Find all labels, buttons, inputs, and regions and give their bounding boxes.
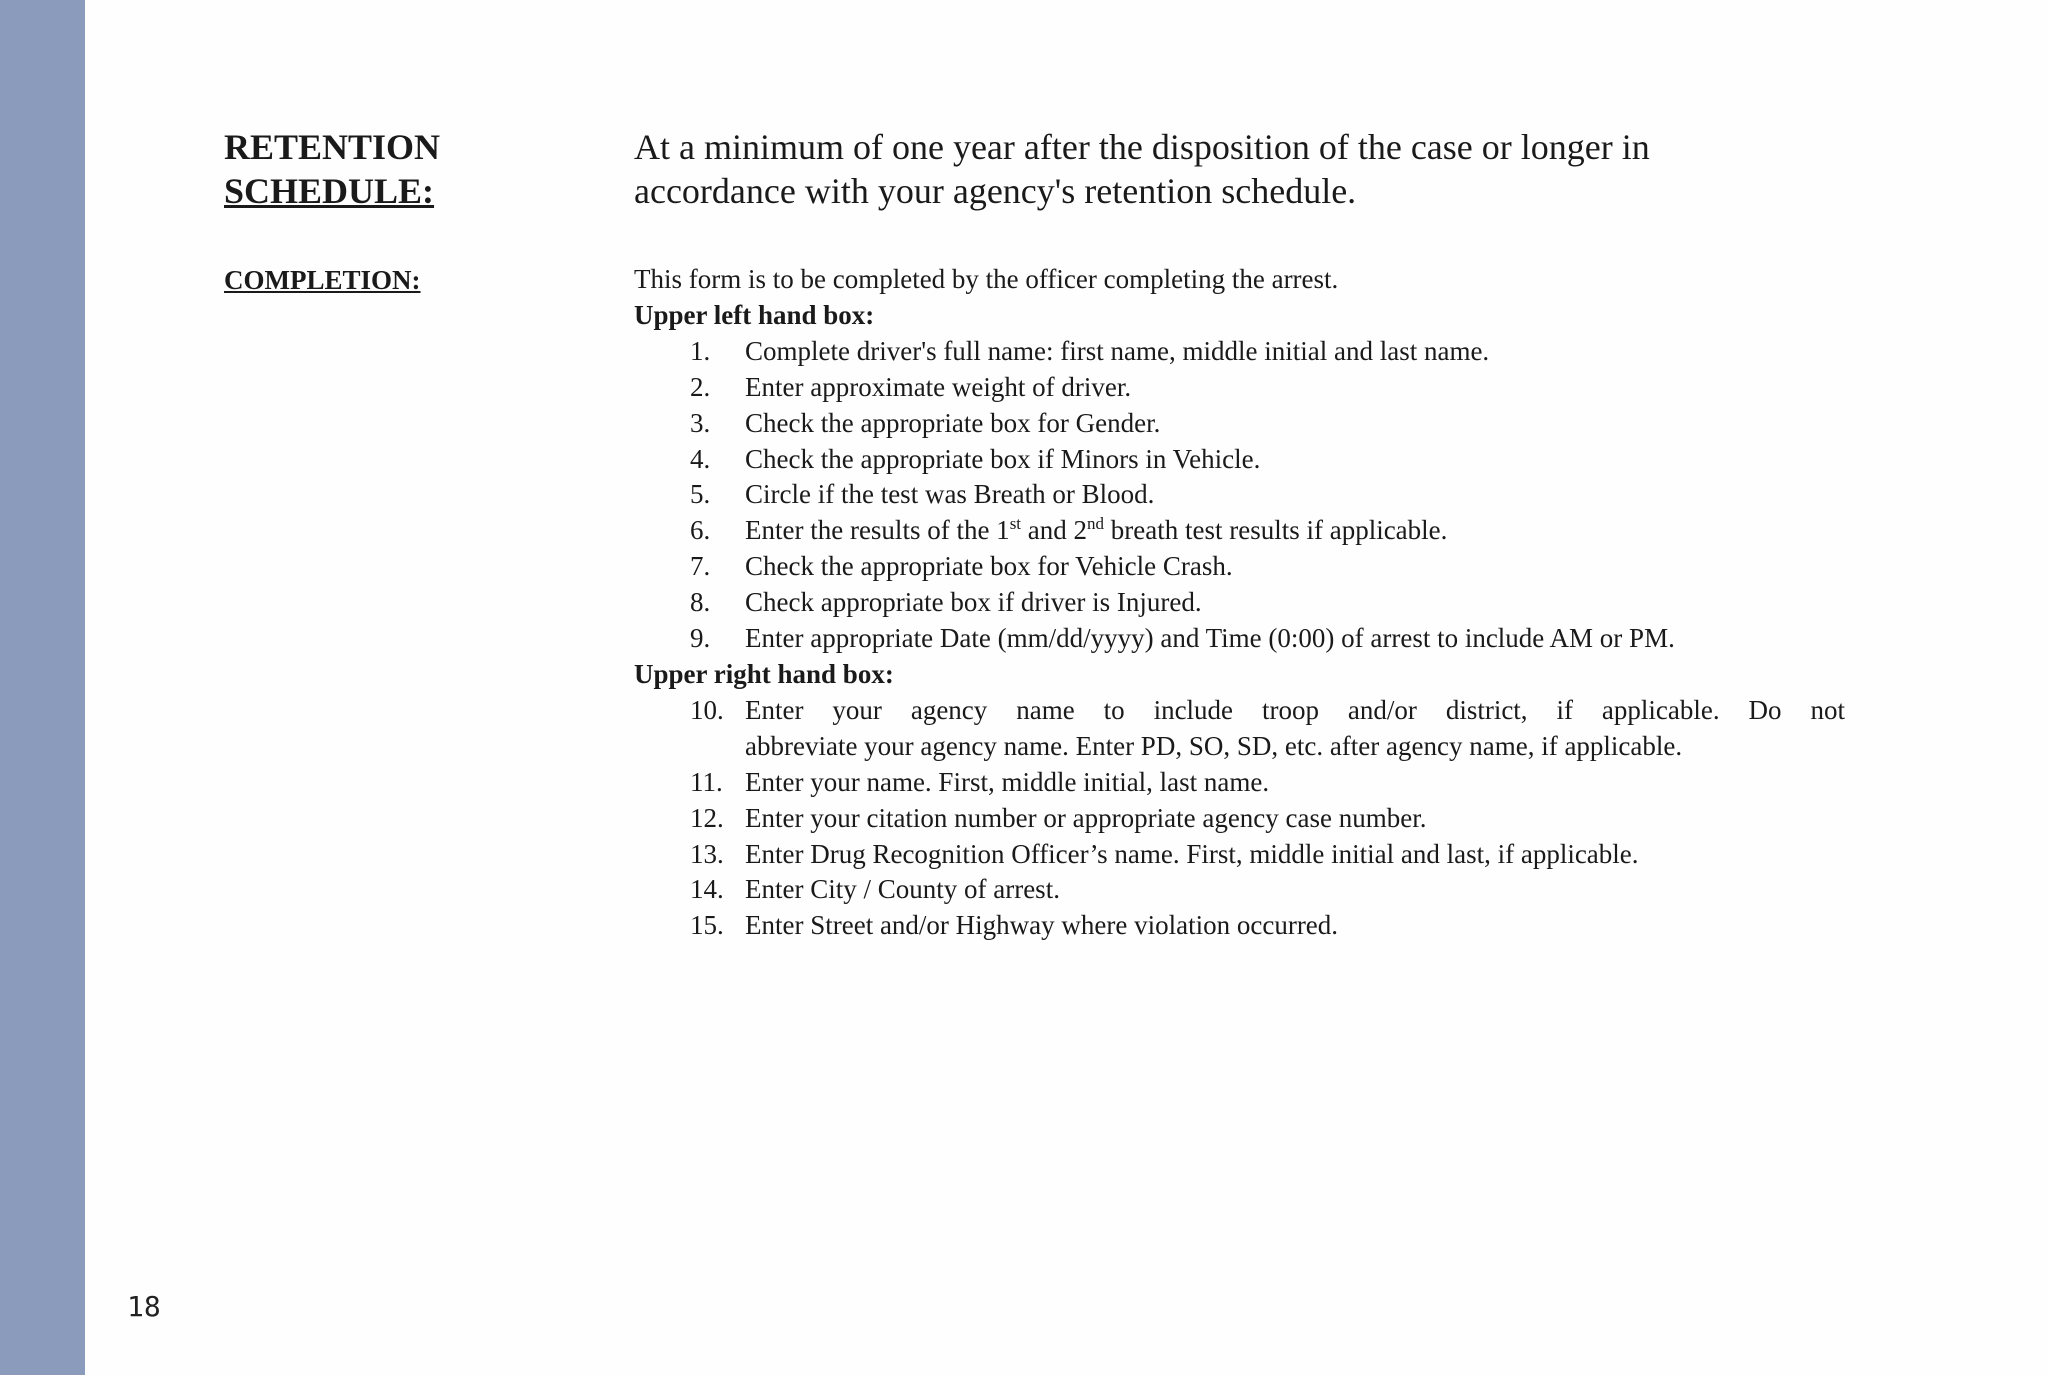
- completion-intro: This form is to be completed by the officer completing the arrest.: [634, 264, 1339, 294]
- item-text: Enter your name. First, middle initial, last name.: [745, 766, 1270, 797]
- list-item: [634, 406, 1849, 442]
- item-number: 14.: [690, 874, 724, 905]
- side-band: [0, 0, 85, 1375]
- item-number: 15.: [690, 910, 724, 941]
- item-text-part-b: and 2: [1021, 515, 1088, 546]
- item-text-part-a: Enter the results of the 1: [745, 515, 1010, 546]
- item-number: 1.: [690, 335, 711, 366]
- item-text-line2: abbreviate your agency name. Enter PD, SO, SD, etc. after agency name, if applicable.: [745, 730, 1683, 761]
- list-item: [634, 908, 1849, 944]
- item-text: Enter your citation number or appropriate agency case number.: [745, 802, 1427, 833]
- item-number: 12.: [690, 802, 724, 833]
- list-item: [634, 837, 1849, 873]
- upper-right-heading: Upper right hand box:: [634, 658, 894, 689]
- item-text: Circle if the test was Breath or Blood.: [745, 479, 1155, 510]
- item-number: 6.: [690, 515, 711, 546]
- item-number: 11.: [690, 766, 723, 797]
- item-text: Check the appropriate box for Gender.: [745, 407, 1161, 438]
- page-number: 18: [127, 1290, 161, 1323]
- item-number: 9.: [690, 623, 711, 654]
- item-text: [745, 513, 1447, 549]
- completion-body: [634, 262, 1849, 944]
- list-item: [634, 585, 1849, 621]
- superscript-nd: nd: [1087, 514, 1105, 534]
- retention-label-line1: RETENTION: [224, 127, 441, 167]
- superscript-st: st: [1009, 514, 1022, 534]
- list-item: [634, 334, 1849, 370]
- list-item: [634, 693, 1849, 765]
- list-item: [634, 801, 1849, 837]
- item-number: 3.: [690, 407, 711, 438]
- retention-label: [224, 125, 440, 213]
- item-text: Enter appropriate Date (mm/dd/yyyy) and Time (0:00) of arrest to include AM or PM.: [745, 623, 1675, 654]
- upper-left-heading: Upper left hand box:: [634, 299, 875, 330]
- list-item: [634, 621, 1849, 657]
- item-text: Enter City / County of arrest.: [745, 874, 1060, 905]
- item-number: 13.: [690, 838, 724, 869]
- list-item: [634, 477, 1849, 513]
- item-text-line1: Enter your agency name to include troop and/or district, if applicable. Do not: [745, 694, 1845, 725]
- list-item: [634, 549, 1849, 585]
- retention-text-line1: At a minimum of one year after the disposition of the case or longer in: [634, 127, 1650, 167]
- retention-text-line2: accordance with your agency's retention schedule.: [634, 171, 1357, 211]
- item-text: Check the appropriate box for Vehicle Crash.: [745, 551, 1233, 582]
- list-item: [634, 442, 1849, 478]
- item-number: 2.: [690, 371, 711, 402]
- retention-label-line2: SCHEDULE:: [224, 171, 435, 211]
- list-item: [634, 765, 1849, 801]
- list-item: [634, 872, 1849, 908]
- item-text: Check the appropriate box if Minors in Vehicle.: [745, 443, 1261, 474]
- item-text: Enter Drug Recognition Officer’s name. First, middle initial and last, if applicable.: [745, 838, 1639, 869]
- item-number: 7.: [690, 551, 711, 582]
- item-text: Complete driver's full name: first name, middle initial and last name.: [745, 335, 1490, 366]
- item-text-part-c: breath test results if applicable.: [1104, 515, 1448, 546]
- completion-label: COMPLETION:: [224, 265, 421, 295]
- item-text: [745, 693, 1845, 765]
- item-number: 5.: [690, 479, 711, 510]
- item-number: 10.: [690, 694, 724, 725]
- item-text: Enter approximate weight of driver.: [745, 371, 1132, 402]
- list-item: [634, 370, 1849, 406]
- item-text: Check appropriate box if driver is Injured.: [745, 587, 1202, 618]
- item-text: Enter Street and/or Highway where violation occurred.: [745, 910, 1339, 941]
- list-item: [634, 513, 1849, 549]
- item-number: 8.: [690, 587, 711, 618]
- retention-text: [634, 125, 1814, 213]
- item-number: 4.: [690, 443, 711, 474]
